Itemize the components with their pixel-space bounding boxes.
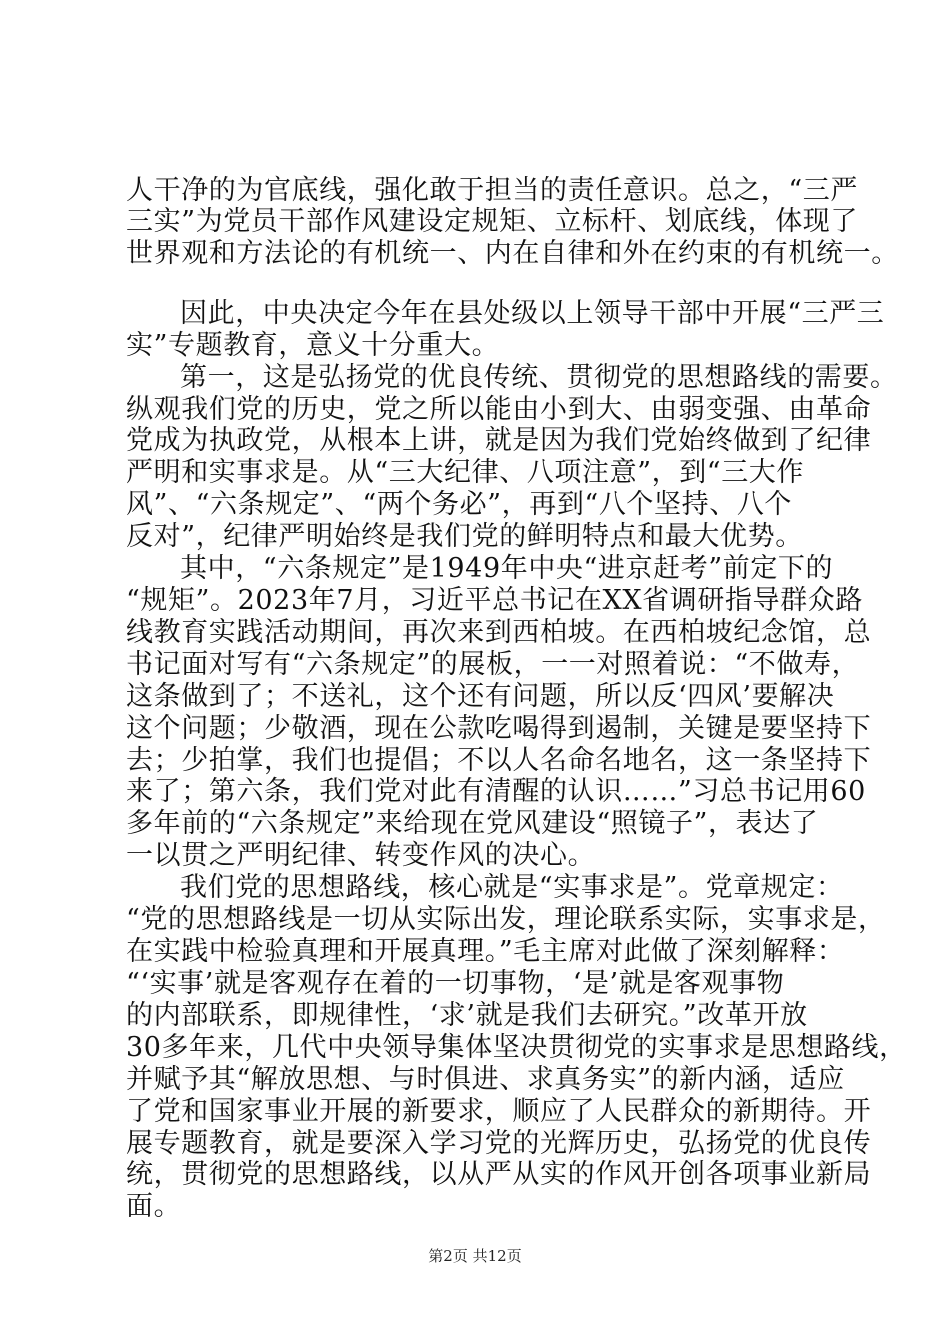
text-line: 因此，中央决定今年在县处级以上领导干部中开展“三严三: [180, 298, 885, 329]
text-line: 来了；第六条，我们党对此有清醒的认识……”习总书记用60: [126, 776, 866, 807]
text-line: 人干净的为官底线，强化敢于担当的责任意识。总之，“三严: [126, 175, 859, 206]
text-line: 展专题教育，就是要深入学习党的光辉历史，弘扬党的优良传: [126, 1128, 872, 1159]
text-line: 风”、“六条规定”、“两个务必”，再到“八个坚持、八个: [126, 489, 793, 520]
text-line: 世界观和方法论的有机统一、内在自律和外在约束的有机统一。: [126, 238, 899, 269]
text-line: 一以贯之严明纪律、转变作风的决心。: [126, 840, 596, 871]
text-line: “党的思想路线是一切从实际出发，理论联系实际，实事求是，: [126, 904, 886, 935]
text-line: 了党和国家事业开展的新要求，顺应了人民群众的新期待。开: [126, 1096, 872, 1127]
page-number-footer: 第2页 共12页: [428, 1247, 522, 1265]
text-line: 这个问题；少敬酒，现在公款吃喝得到遏制，关键是要坚持下: [126, 713, 872, 744]
text-line: 反对”，纪律严明始终是我们党的鲜明特点和最大优势。: [126, 521, 803, 552]
text-line: 多年前的“六条规定”来给现在党风建设“照镜子”，表达了: [126, 808, 819, 839]
text-line: 30多年来，几代中央领导集体坚决贯彻党的实事求是思想路线，: [126, 1032, 907, 1063]
text-line: 在实践中检验真理和开展真理。”毛主席对此做了深刻解释：: [126, 936, 845, 967]
text-line: 严明和实事求是。从“三大纪律、八项注意”，到“三大作: [126, 457, 805, 488]
text-line: 并赋予其“解放思想、与时俱进、求真务实”的新内涵，适应: [126, 1064, 845, 1095]
text-line: 书记面对写有“六条规定”的展板，一一对照着说：“不做寿，: [126, 649, 860, 680]
text-line: 统，贯彻党的思想路线，以从严从实的作风开创各项事业新局: [126, 1159, 872, 1190]
text-line: 面。: [126, 1191, 182, 1222]
text-line: 三实”为党员干部作风建设定规矩、立标杆、划底线，体现了: [126, 206, 859, 237]
text-line: 党成为执政党，从根本上讲，就是因为我们党始终做到了纪律: [126, 425, 872, 456]
text-line: 我们党的思想路线，核心就是“实事求是”。党章规定：: [180, 872, 844, 903]
text-line: “规矩”。2023年7月，习近平总书记在XX省调研指导群众路: [126, 585, 863, 616]
text-line: 第一，这是弘扬党的优良传统、贯彻党的思想路线的需要。: [180, 362, 898, 393]
text-line: 纵观我们党的历史，党之所以能由小到大、由弱变强、由革命: [126, 394, 872, 425]
text-line: 的内部联系，即规律性，‘求’就是我们去研究。”改革开放: [126, 1000, 808, 1031]
text-line: 其中，“六条规定”是1949年中央“进京赶考”前定下的: [180, 553, 834, 584]
text-line: 去；少拍掌，我们也提倡；不以人名命名地名，这一条坚持下: [126, 745, 872, 776]
text-line: “‘实事’就是客观存在着的一切事物，‘是’就是客观事物: [126, 968, 785, 999]
text-line: 线教育实践活动期间，再次来到西柏坡。在西柏坡纪念馆，总: [126, 617, 872, 648]
text-line: 实”专题教育，意义十分重大。: [126, 330, 500, 361]
text-line: 这条做到了；不送礼，这个还有问题，所以反‘四风’要解决: [126, 681, 835, 712]
